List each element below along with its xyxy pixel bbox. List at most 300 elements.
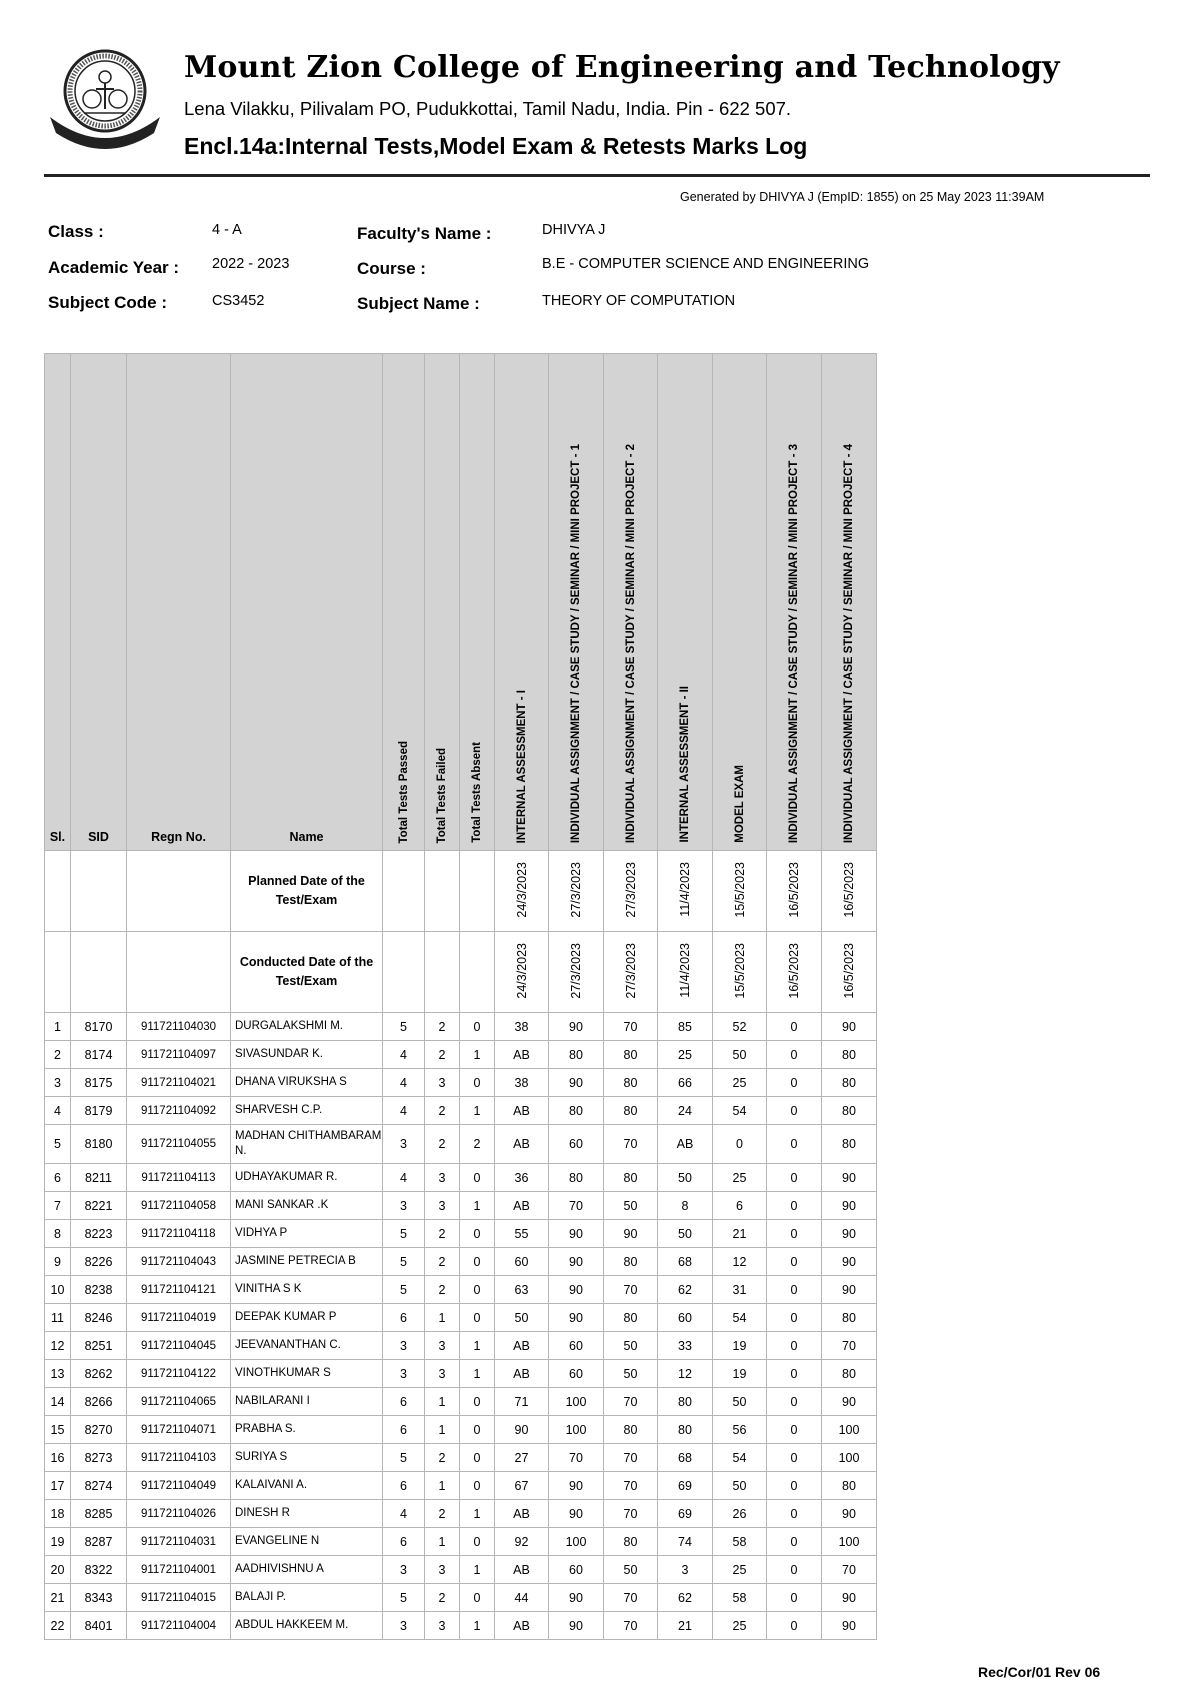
cell-assignment-3: 0 (767, 1125, 822, 1164)
planned-date: 16/5/2023 (822, 851, 877, 932)
cell-name: DURGALAKSHMI M. (231, 1013, 383, 1041)
cell-name: JEEVANANTHAN C. (231, 1332, 383, 1360)
cell-assignment-3: 0 (767, 1528, 822, 1556)
cell-regn-no: 911721104019 (127, 1304, 231, 1332)
cell-name: VINITHA S K (231, 1276, 383, 1304)
cell-passed: 3 (383, 1360, 425, 1388)
cell-passed: 5 (383, 1444, 425, 1472)
cell-sl: 10 (45, 1276, 71, 1304)
cell-regn-no: 911721104055 (127, 1125, 231, 1164)
cell-regn-no: 911721104031 (127, 1528, 231, 1556)
conducted-date: 15/5/2023 (713, 932, 767, 1013)
cell-ia-2: AB (658, 1125, 713, 1164)
cell-sid: 8174 (71, 1041, 127, 1069)
table-row (45, 1125, 877, 1164)
cell-ia-1: 55 (495, 1220, 549, 1248)
cell-assignment-3: 0 (767, 1416, 822, 1444)
cell-ia-1: 92 (495, 1528, 549, 1556)
cell-ia-2: 80 (658, 1388, 713, 1416)
planned-date-row (45, 851, 877, 932)
table-row (45, 1360, 877, 1388)
cell-ia-2: 69 (658, 1472, 713, 1500)
cell-assignment-3: 0 (767, 1276, 822, 1304)
cell-name: ABDUL HAKKEEM M. (231, 1612, 383, 1640)
cell-name: VINOTHKUMAR S (231, 1360, 383, 1388)
cell-ia-2: 80 (658, 1416, 713, 1444)
cell-failed: 2 (425, 1444, 460, 1472)
cell-absent: 0 (460, 1013, 495, 1041)
cell-assignment-4: 80 (822, 1097, 877, 1125)
cell-assignment-4: 100 (822, 1416, 877, 1444)
cell-ia-1: 27 (495, 1444, 549, 1472)
cell-name: SIVASUNDAR K. (231, 1041, 383, 1069)
class-value: 4 - A (212, 222, 242, 238)
table-row (45, 1097, 877, 1125)
record-code: Rec/Cor/01 Rev 06 (978, 1664, 1101, 1680)
cell-assignment-4: 90 (822, 1164, 877, 1192)
table-row (45, 1332, 877, 1360)
cell-model-exam: 0 (713, 1125, 767, 1164)
cell-name: VIDHYA P (231, 1220, 383, 1248)
conducted-date: 27/3/2023 (549, 932, 604, 1013)
header-divider (44, 174, 1150, 177)
cell-assignment-4: 80 (822, 1360, 877, 1388)
cell-assignment-4: 100 (822, 1528, 877, 1556)
col-assignment-2: INDIVIDUAL ASSIGNMENT / CASE STUDY / SEMINAR / MINI PROJECT - 2 (604, 354, 658, 851)
cell-regn-no: 911721104092 (127, 1097, 231, 1125)
cell-failed: 3 (425, 1612, 460, 1640)
cell-ia-2: 62 (658, 1276, 713, 1304)
cell-assignment-1: 100 (549, 1528, 604, 1556)
cell-absent: 1 (460, 1041, 495, 1069)
cell-passed: 6 (383, 1528, 425, 1556)
cell-regn-no: 911721104097 (127, 1041, 231, 1069)
cell-name: SURIYA S (231, 1444, 383, 1472)
cell-name: BALAJI P. (231, 1584, 383, 1612)
cell-ia-1: 63 (495, 1276, 549, 1304)
cell-assignment-4: 90 (822, 1248, 877, 1276)
cell-assignment-3: 0 (767, 1332, 822, 1360)
cell-name: UDHAYAKUMAR R. (231, 1164, 383, 1192)
cell-failed: 2 (425, 1041, 460, 1069)
cell-assignment-2: 70 (604, 1612, 658, 1640)
academic-year-label: Academic Year : (48, 258, 180, 277)
table-row (45, 1164, 877, 1192)
cell-failed: 1 (425, 1304, 460, 1332)
cell-sid: 8223 (71, 1220, 127, 1248)
cell-absent: 0 (460, 1416, 495, 1444)
cell-passed: 3 (383, 1332, 425, 1360)
cell-ia-1: 38 (495, 1013, 549, 1041)
cell-passed: 6 (383, 1388, 425, 1416)
cell-ia-1: AB (495, 1192, 549, 1220)
cell-model-exam: 19 (713, 1332, 767, 1360)
cell-regn-no: 911721104021 (127, 1069, 231, 1097)
cell-passed: 5 (383, 1276, 425, 1304)
cell-sl: 17 (45, 1472, 71, 1500)
cell-assignment-1: 80 (549, 1097, 604, 1125)
cell-absent: 1 (460, 1556, 495, 1584)
cell-assignment-4: 90 (822, 1584, 877, 1612)
cell-regn-no: 911721104001 (127, 1556, 231, 1584)
cell-assignment-1: 90 (549, 1472, 604, 1500)
cell-regn-no: 911721104058 (127, 1192, 231, 1220)
cell-model-exam: 56 (713, 1416, 767, 1444)
cell-assignment-2: 80 (604, 1248, 658, 1276)
cell-ia-1: 67 (495, 1472, 549, 1500)
table-row (45, 1500, 877, 1528)
cell-assignment-4: 90 (822, 1500, 877, 1528)
cell-failed: 1 (425, 1472, 460, 1500)
cell-passed: 3 (383, 1612, 425, 1640)
cell-ia-1: AB (495, 1360, 549, 1388)
cell-assignment-3: 0 (767, 1500, 822, 1528)
col-total-passed: Total Tests Passed (383, 354, 425, 851)
table-row (45, 1304, 877, 1332)
cell-failed: 2 (425, 1248, 460, 1276)
cell-assignment-1: 90 (549, 1220, 604, 1248)
cell-ia-2: 24 (658, 1097, 713, 1125)
cell-assignment-4: 80 (822, 1472, 877, 1500)
cell-ia-2: 60 (658, 1304, 713, 1332)
faculty-name-value: DHIVYA J (542, 222, 606, 238)
planned-date: 24/3/2023 (495, 851, 549, 932)
cell-failed: 2 (425, 1013, 460, 1041)
cell-absent: 1 (460, 1612, 495, 1640)
cell-regn-no: 911721104122 (127, 1360, 231, 1388)
cell-assignment-1: 100 (549, 1388, 604, 1416)
cell-passed: 4 (383, 1069, 425, 1097)
col-name: Name (231, 354, 383, 851)
cell-assignment-2: 70 (604, 1388, 658, 1416)
cell-assignment-2: 50 (604, 1332, 658, 1360)
col-internal-assessment-2: INTERNAL ASSESSMENT - II (658, 354, 713, 851)
cell-assignment-1: 60 (549, 1556, 604, 1584)
col-total-absent: Total Tests Absent (460, 354, 495, 851)
cell-model-exam: 6 (713, 1192, 767, 1220)
cell-failed: 2 (425, 1220, 460, 1248)
cell-name: EVANGELINE N (231, 1528, 383, 1556)
cell-absent: 0 (460, 1164, 495, 1192)
cell-regn-no: 911721104118 (127, 1220, 231, 1248)
cell-assignment-1: 60 (549, 1332, 604, 1360)
col-assignment-1: INDIVIDUAL ASSIGNMENT / CASE STUDY / SEMINAR / MINI PROJECT - 1 (549, 354, 604, 851)
cell-assignment-1: 60 (549, 1360, 604, 1388)
cell-model-exam: 50 (713, 1388, 767, 1416)
cell-sl: 20 (45, 1556, 71, 1584)
cell-sl: 18 (45, 1500, 71, 1528)
cell-model-exam: 50 (713, 1472, 767, 1500)
col-sid: SID (71, 354, 127, 851)
cell-failed: 3 (425, 1069, 460, 1097)
class-label: Class : (48, 222, 104, 241)
cell-regn-no: 911721104065 (127, 1388, 231, 1416)
cell-ia-1: AB (495, 1125, 549, 1164)
cell-assignment-2: 80 (604, 1164, 658, 1192)
cell-absent: 1 (460, 1192, 495, 1220)
cell-name: PRABHA S. (231, 1416, 383, 1444)
cell-regn-no: 911721104043 (127, 1248, 231, 1276)
cell-model-exam: 25 (713, 1612, 767, 1640)
cell-ia-2: 85 (658, 1013, 713, 1041)
cell-ia-2: 33 (658, 1332, 713, 1360)
cell-sl: 14 (45, 1388, 71, 1416)
cell-assignment-1: 100 (549, 1416, 604, 1444)
table-row (45, 1192, 877, 1220)
cell-sid: 8262 (71, 1360, 127, 1388)
cell-model-exam: 50 (713, 1041, 767, 1069)
college-name: Mount Zion College of Engineering and Technology (184, 50, 1060, 85)
table-row (45, 1248, 877, 1276)
cell-sid: 8274 (71, 1472, 127, 1500)
cell-ia-2: 74 (658, 1528, 713, 1556)
faculty-name-label: Faculty's Name : (357, 224, 492, 243)
cell-regn-no: 911721104113 (127, 1164, 231, 1192)
cell-ia-1: 44 (495, 1584, 549, 1612)
cell-regn-no: 911721104030 (127, 1013, 231, 1041)
cell-sid: 8322 (71, 1556, 127, 1584)
cell-name: NABILARANI I (231, 1388, 383, 1416)
cell-failed: 3 (425, 1164, 460, 1192)
table-row (45, 1013, 877, 1041)
cell-passed: 6 (383, 1416, 425, 1444)
cell-failed: 2 (425, 1584, 460, 1612)
cell-failed: 2 (425, 1276, 460, 1304)
cell-assignment-3: 0 (767, 1220, 822, 1248)
cell-assignment-4: 70 (822, 1332, 877, 1360)
planned-date: 27/3/2023 (549, 851, 604, 932)
cell-absent: 0 (460, 1444, 495, 1472)
cell-model-exam: 25 (713, 1164, 767, 1192)
cell-assignment-2: 80 (604, 1097, 658, 1125)
conducted-date: 16/5/2023 (767, 932, 822, 1013)
cell-assignment-2: 70 (604, 1584, 658, 1612)
cell-model-exam: 12 (713, 1248, 767, 1276)
cell-sl: 7 (45, 1192, 71, 1220)
cell-model-exam: 19 (713, 1360, 767, 1388)
cell-assignment-1: 70 (549, 1444, 604, 1472)
cell-ia-2: 50 (658, 1220, 713, 1248)
cell-model-exam: 58 (713, 1528, 767, 1556)
subject-code-label: Subject Code : (48, 293, 168, 312)
cell-absent: 0 (460, 1472, 495, 1500)
cell-assignment-1: 90 (549, 1276, 604, 1304)
cell-model-exam: 31 (713, 1276, 767, 1304)
cell-passed: 4 (383, 1164, 425, 1192)
cell-sid: 8238 (71, 1276, 127, 1304)
table-row (45, 1220, 877, 1248)
cell-assignment-3: 0 (767, 1164, 822, 1192)
table-row (45, 1388, 877, 1416)
cell-assignment-1: 80 (549, 1164, 604, 1192)
col-internal-assessment-1: INTERNAL ASSESSMENT - I (495, 354, 549, 851)
cell-passed: 5 (383, 1013, 425, 1041)
cell-absent: 1 (460, 1332, 495, 1360)
document-title: Encl.14a:Internal Tests,Model Exam & Retests Marks Log (184, 133, 808, 159)
cell-sl: 12 (45, 1332, 71, 1360)
cell-model-exam: 54 (713, 1304, 767, 1332)
table-row (45, 1444, 877, 1472)
cell-assignment-4: 80 (822, 1125, 877, 1164)
cell-assignment-2: 50 (604, 1192, 658, 1220)
cell-ia-2: 25 (658, 1041, 713, 1069)
cell-assignment-1: 90 (549, 1069, 604, 1097)
cell-assignment-2: 50 (604, 1556, 658, 1584)
cell-assignment-4: 90 (822, 1276, 877, 1304)
cell-failed: 1 (425, 1528, 460, 1556)
cell-sl: 8 (45, 1220, 71, 1248)
col-model-exam: MODEL EXAM (713, 354, 767, 851)
cell-assignment-2: 70 (604, 1125, 658, 1164)
cell-assignment-3: 0 (767, 1444, 822, 1472)
college-logo-icon (44, 47, 166, 151)
cell-regn-no: 911721104049 (127, 1472, 231, 1500)
marks-log-table (44, 353, 877, 1640)
cell-assignment-3: 0 (767, 1612, 822, 1640)
cell-assignment-3: 0 (767, 1304, 822, 1332)
student-rows (45, 1013, 877, 1640)
table-row (45, 1528, 877, 1556)
cell-sl: 4 (45, 1097, 71, 1125)
cell-assignment-1: 80 (549, 1041, 604, 1069)
conducted-date: 27/3/2023 (604, 932, 658, 1013)
cell-sl: 1 (45, 1013, 71, 1041)
cell-assignment-3: 0 (767, 1472, 822, 1500)
cell-passed: 3 (383, 1192, 425, 1220)
cell-ia-1: AB (495, 1097, 549, 1125)
cell-ia-2: 62 (658, 1584, 713, 1612)
subject-code-value: CS3452 (212, 293, 265, 309)
cell-regn-no: 911721104071 (127, 1416, 231, 1444)
cell-sl: 19 (45, 1528, 71, 1556)
planned-date: 27/3/2023 (604, 851, 658, 932)
cell-ia-1: AB (495, 1500, 549, 1528)
cell-model-exam: 25 (713, 1556, 767, 1584)
cell-sid: 8211 (71, 1164, 127, 1192)
cell-absent: 0 (460, 1276, 495, 1304)
table-row (45, 1416, 877, 1444)
cell-model-exam: 25 (713, 1069, 767, 1097)
cell-model-exam: 21 (713, 1220, 767, 1248)
cell-assignment-1: 90 (549, 1584, 604, 1612)
cell-name: DINESH R (231, 1500, 383, 1528)
cell-assignment-4: 90 (822, 1220, 877, 1248)
cell-failed: 3 (425, 1556, 460, 1584)
cell-absent: 0 (460, 1069, 495, 1097)
cell-ia-1: 38 (495, 1069, 549, 1097)
cell-failed: 3 (425, 1192, 460, 1220)
cell-regn-no: 911721104015 (127, 1584, 231, 1612)
cell-ia-2: 66 (658, 1069, 713, 1097)
cell-sl: 16 (45, 1444, 71, 1472)
cell-name: AADHIVISHNU A (231, 1556, 383, 1584)
cell-sl: 11 (45, 1304, 71, 1332)
cell-ia-2: 68 (658, 1444, 713, 1472)
cell-assignment-1: 90 (549, 1248, 604, 1276)
academic-year-value: 2022 - 2023 (212, 256, 290, 272)
cell-passed: 6 (383, 1472, 425, 1500)
cell-absent: 0 (460, 1528, 495, 1556)
cell-passed: 4 (383, 1500, 425, 1528)
cell-sid: 8266 (71, 1388, 127, 1416)
cell-sid: 8246 (71, 1304, 127, 1332)
cell-absent: 0 (460, 1220, 495, 1248)
cell-ia-1: 90 (495, 1416, 549, 1444)
cell-ia-1: AB (495, 1556, 549, 1584)
cell-sid: 8273 (71, 1444, 127, 1472)
college-address: Lena Vilakku, Pilivalam PO, Pudukkottai, Tamil Nadu, India. Pin - 622 507. (184, 98, 792, 119)
table-row (45, 1276, 877, 1304)
cell-passed: 4 (383, 1097, 425, 1125)
cell-assignment-4: 70 (822, 1556, 877, 1584)
cell-absent: 1 (460, 1500, 495, 1528)
cell-regn-no: 911721104045 (127, 1332, 231, 1360)
cell-ia-1: 71 (495, 1388, 549, 1416)
cell-assignment-1: 90 (549, 1013, 604, 1041)
cell-sid: 8226 (71, 1248, 127, 1276)
planned-date-label: Planned Date of the Test/Exam (231, 851, 383, 932)
planned-date: 16/5/2023 (767, 851, 822, 932)
cell-assignment-2: 70 (604, 1500, 658, 1528)
subject-name-value: THEORY OF COMPUTATION (542, 293, 736, 309)
cell-passed: 5 (383, 1248, 425, 1276)
col-assignment-4: INDIVIDUAL ASSIGNMENT / CASE STUDY / SEMINAR / MINI PROJECT - 4 (822, 354, 877, 851)
cell-failed: 1 (425, 1416, 460, 1444)
cell-assignment-2: 70 (604, 1276, 658, 1304)
cell-assignment-3: 0 (767, 1097, 822, 1125)
cell-ia-1: AB (495, 1041, 549, 1069)
cell-assignment-4: 90 (822, 1013, 877, 1041)
cell-absent: 1 (460, 1097, 495, 1125)
cell-assignment-4: 80 (822, 1069, 877, 1097)
cell-ia-2: 21 (658, 1612, 713, 1640)
cell-ia-2: 69 (658, 1500, 713, 1528)
cell-ia-1: 36 (495, 1164, 549, 1192)
cell-sl: 5 (45, 1125, 71, 1164)
col-total-failed: Total Tests Failed (425, 354, 460, 851)
cell-assignment-3: 0 (767, 1360, 822, 1388)
cell-ia-2: 3 (658, 1556, 713, 1584)
col-sl: Sl. (45, 354, 71, 851)
conducted-date: 11/4/2023 (658, 932, 713, 1013)
cell-name: JASMINE PETRECIA B (231, 1248, 383, 1276)
cell-ia-1: AB (495, 1612, 549, 1640)
cell-model-exam: 26 (713, 1500, 767, 1528)
cell-assignment-3: 0 (767, 1388, 822, 1416)
cell-sid: 8180 (71, 1125, 127, 1164)
cell-absent: 2 (460, 1125, 495, 1164)
conducted-date-label: Conducted Date of the Test/Exam (231, 932, 383, 1013)
cell-ia-2: 12 (658, 1360, 713, 1388)
cell-name: SHARVESH C.P. (231, 1097, 383, 1125)
cell-assignment-2: 80 (604, 1416, 658, 1444)
cell-sl: 15 (45, 1416, 71, 1444)
cell-name: DHANA VIRUKSHA S (231, 1069, 383, 1097)
cell-name: DEEPAK KUMAR P (231, 1304, 383, 1332)
cell-assignment-4: 80 (822, 1304, 877, 1332)
cell-sl: 22 (45, 1612, 71, 1640)
cell-name: MADHAN CHITHAMBARAM N. (231, 1125, 383, 1164)
table-row (45, 1556, 877, 1584)
cell-assignment-4: 90 (822, 1612, 877, 1640)
cell-assignment-2: 80 (604, 1069, 658, 1097)
cell-ia-1: AB (495, 1332, 549, 1360)
conducted-date-row (45, 932, 877, 1013)
cell-sl: 6 (45, 1164, 71, 1192)
cell-sl: 21 (45, 1584, 71, 1612)
cell-assignment-3: 0 (767, 1041, 822, 1069)
cell-assignment-2: 50 (604, 1360, 658, 1388)
